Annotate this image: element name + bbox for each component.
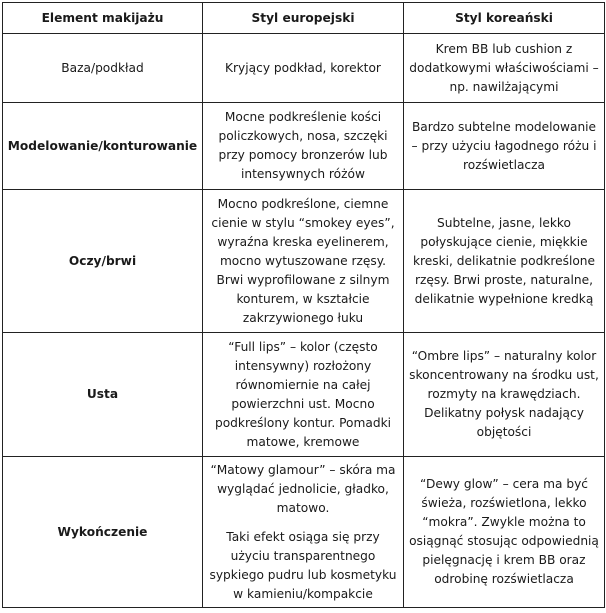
row-label: Wykończenie — [3, 457, 203, 608]
header-european: Styl europejski — [203, 3, 404, 34]
table-row — [3, 103, 605, 190]
table-row — [3, 34, 605, 103]
table-row — [3, 457, 605, 608]
korean-cell: Krem BB lub cushion z dodatkowymi właściwościami – np. nawilżającymi — [404, 34, 605, 103]
korean-cell: “Ombre lips” – naturalny kolor skoncentrowany na środku ust, rozmyty na krawędziach. Delikatny połysk nadający objętości — [404, 333, 605, 457]
european-cell: Kryjący podkład, korektor — [203, 34, 404, 103]
table-row — [3, 190, 605, 333]
table-row — [3, 333, 605, 457]
row-label: Usta — [3, 333, 203, 457]
european-cell: Mocno podkreślone, ciemne cienie w stylu “smokey eyes”, wyraźna kreska eyelinerem, mocno wytuszowane rzęsy. Brwi wyprofilowane z silnym konturem, w kształcie zakrzywionego łuku — [203, 190, 404, 333]
korean-cell: Bardzo subtelne modelowanie – przy użyciu łagodnego różu i rozświetlacza — [404, 103, 605, 190]
european-cell: “Full lips” – kolor (często intensywny) rozłożony równomiernie na całej powierzchni ust. Mocno podkreślony kontur. Pomadki matowe, kremowe — [203, 333, 404, 457]
header-korean: Styl koreański — [404, 3, 605, 34]
row-label: Oczy/brwi — [3, 190, 203, 333]
european-cell-paragraph: Taki efekt osiąga się przy użyciu transparentnego sypkiego pudru lub kosmetyku w kamieniu/kompakcie — [209, 529, 397, 601]
row-label: Baza/podkład — [3, 34, 203, 103]
header-row — [3, 3, 605, 34]
korean-cell: Subtelne, jasne, lekko połyskujące cienie, miękkie kreski, delikatnie podkreślone rzęsy. Brwi proste, naturalne, delikatnie wypełnione kredką — [404, 190, 605, 333]
korean-cell: “Dewy glow” – cera ma być świeża, rozświetlona, lekko “mokra”. Zwykle można to osiągnąć stosując odpowiednią pielęgnację i krem BB oraz odrobinę rozświetlacza — [404, 457, 605, 608]
european-cell: Mocne podkreślenie kości policzkowych, nosa, szczęki przy pomocy bronzerów lub intensywnych różów — [203, 103, 404, 190]
european-cell — [203, 457, 404, 608]
comparison-table — [2, 2, 605, 608]
european-cell-paragraph: “Matowy glamour” – skóra ma wyglądać jednolicie, gładko, matowo. — [210, 462, 396, 515]
header-element: Element makijażu — [3, 3, 203, 34]
row-label: Modelowanie/konturowanie — [3, 103, 203, 190]
